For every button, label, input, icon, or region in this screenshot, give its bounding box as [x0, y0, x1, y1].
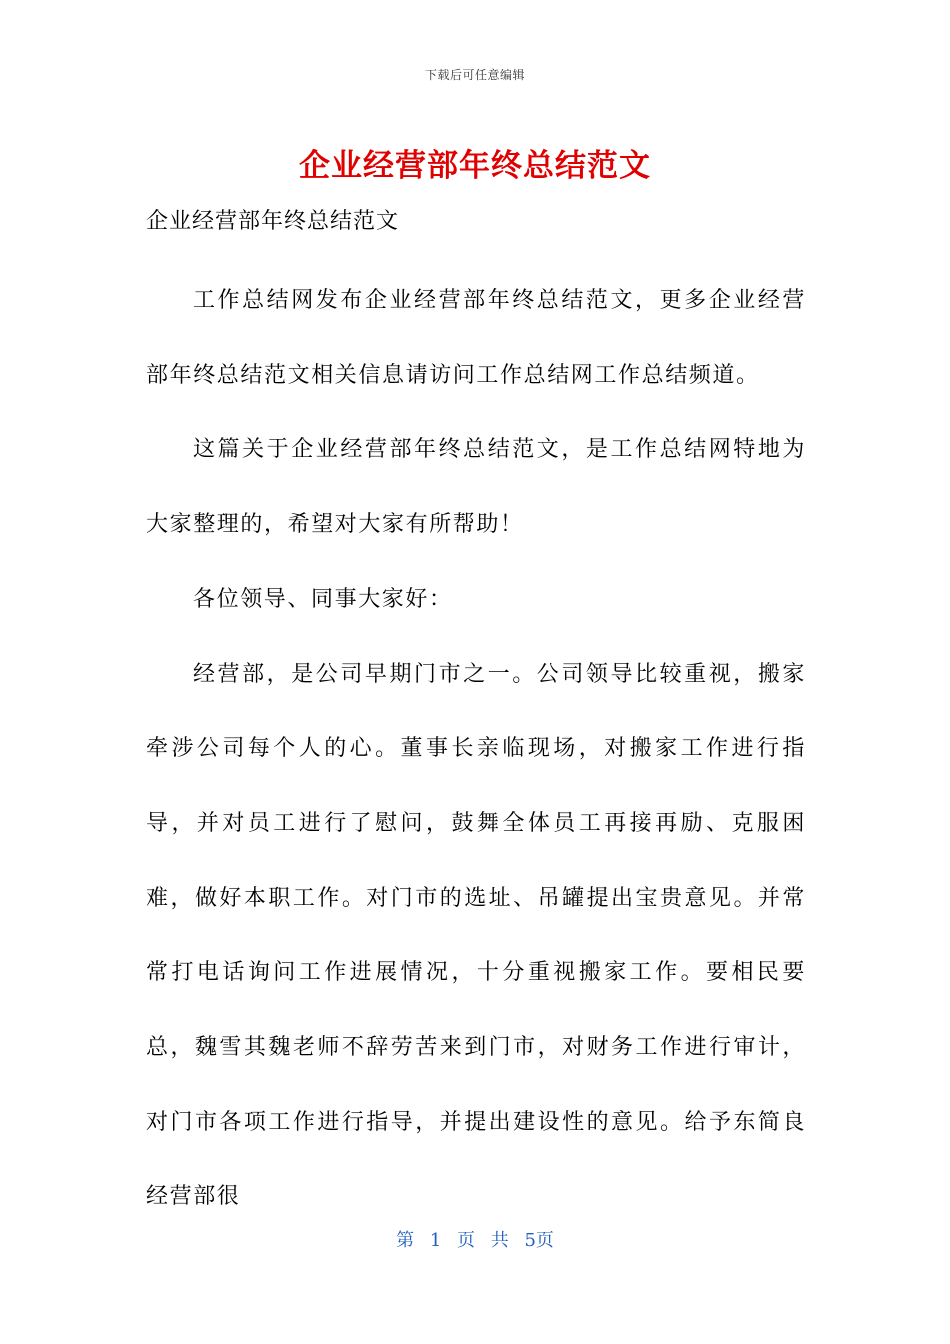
page-label-prefix: 第	[396, 1230, 415, 1251]
paragraph-main: 经营部，是公司早期门市之一。公司领导比较重视，搬家牵涉公司每个人的心。董事长亲临现场，对搬家工作进行指导，并对员工进行了慰问，鼓舞全体员工再接再励、克服困难，做好本职工作。对门市的选址、吊罐提出宝贵意见。并常常打电话询问工作进展情况，十分重视搬家工作。要相民要总，魏雪其魏老师不辞劳苦来到门市，对财务工作进行审计，对门市各项工作进行指导，并提出建设性的意见。给予东简良经营部很	[146, 661, 806, 1210]
total-pages: 5页	[524, 1230, 554, 1251]
total-label: 共	[490, 1230, 509, 1251]
paragraph-note: 这篇关于企业经营部年终总结范文，是工作总结网特地为大家整理的，希望对大家有所帮助！	[146, 437, 806, 538]
header-note: 下载后可任意编辑	[424, 68, 525, 82]
current-page-number: 1	[429, 1230, 442, 1251]
paragraph-greeting: 各位领导、同事大家好：	[193, 586, 453, 612]
paragraph-intro: 工作总结网发布企业经营部年终总结范文，更多企业经营部年终总结范文相关信息请访问工作总结网工作总结频道。	[146, 288, 806, 388]
page-label-mid: 页	[457, 1230, 475, 1251]
document-subtitle: 企业经营部年终总结范文	[146, 209, 400, 234]
document-title: 企业经营部年终总结范文	[299, 148, 651, 184]
document-body	[146, 264, 806, 1235]
page-footer	[0, 1226, 950, 1252]
